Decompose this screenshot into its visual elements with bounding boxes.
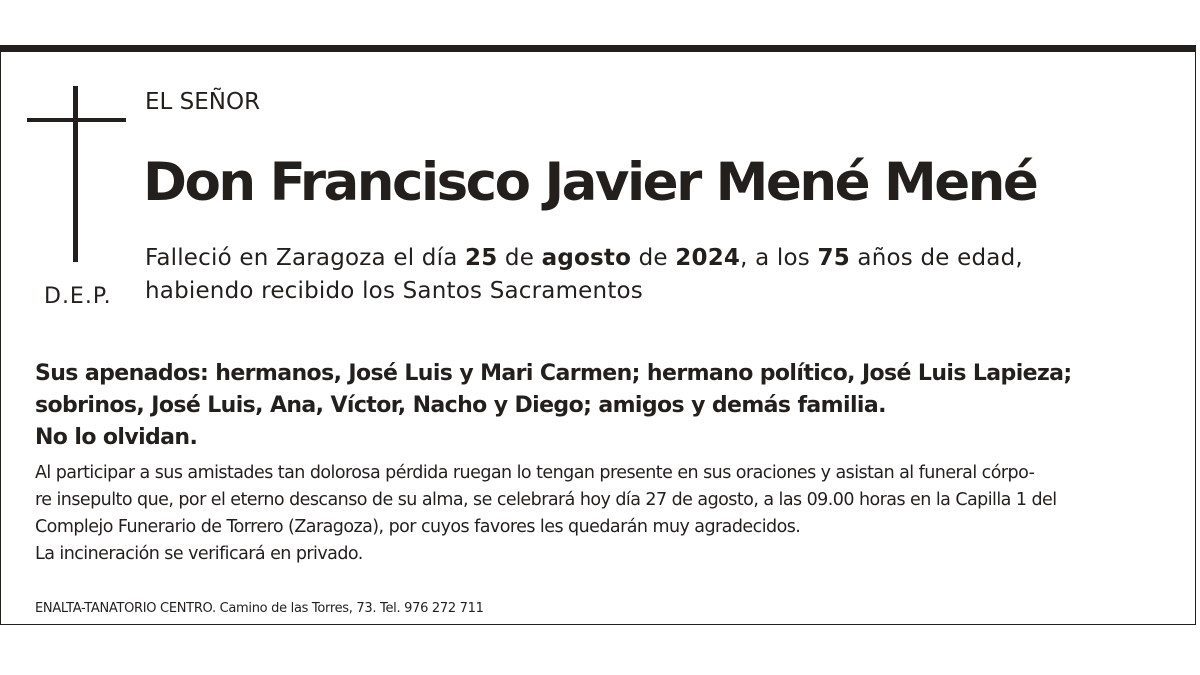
dep-label: D.E.P. — [44, 284, 112, 309]
mourners-line: sobrinos, José Luis, Ana, Víctor, Nacho y Diego; amigos y demás familia. — [35, 393, 886, 418]
funeral-details-line: Complejo Funerario de Torrero (Zaragoza), por cuyos favores les quedarán muy agradecidos. — [35, 517, 801, 537]
cross-horizontal-bar — [27, 118, 126, 122]
death-text: de — [631, 245, 676, 271]
death-age: 75 — [817, 245, 850, 271]
death-month: agosto — [541, 245, 632, 271]
death-text: Falleció en Zaragoza el día — [145, 245, 465, 271]
funeral-details-line: Al participar a sus amistades tan dolorosa pérdida ruegan lo tengan presente en sus oraciones y asistan al funeral córpo- — [35, 463, 1035, 483]
death-day: 25 — [465, 245, 498, 271]
cross-vertical-bar — [73, 86, 78, 262]
death-line-2: habiendo recibido los Santos Sacramentos — [145, 278, 643, 304]
funeral-home-footer: ENALTA-TANATORIO CENTRO. Camino de las Torres, 73. Tel. 976 272 711 — [35, 601, 484, 616]
funeral-details-line: La incineración se verificará en privado. — [35, 544, 363, 564]
mourners-paragraph — [35, 358, 1072, 454]
death-year: 2024 — [675, 245, 741, 271]
funeral-details-line: re insepulto que, por el eterno descanso de su alma, se celebrará hoy día 27 de agosto, a las 09.00 horas en la Capilla 1 del — [35, 490, 1057, 510]
death-text: de — [497, 245, 542, 271]
honorific-prefix: EL SEÑOR — [145, 89, 261, 115]
death-text: , a los — [740, 245, 818, 271]
death-statement — [145, 242, 1023, 308]
mourners-line: Sus apenados: hermanos, José Luis y Mari Carmen; hermano político, José Luis Lapieza; — [35, 361, 1072, 386]
mourners-line: No lo olvidan. — [35, 425, 198, 450]
funeral-details — [35, 460, 1057, 568]
death-line-1 — [145, 242, 1023, 275]
deceased-name: Don Francisco Javier Mené Mené — [143, 152, 1037, 213]
death-text: años de edad, — [849, 245, 1023, 271]
